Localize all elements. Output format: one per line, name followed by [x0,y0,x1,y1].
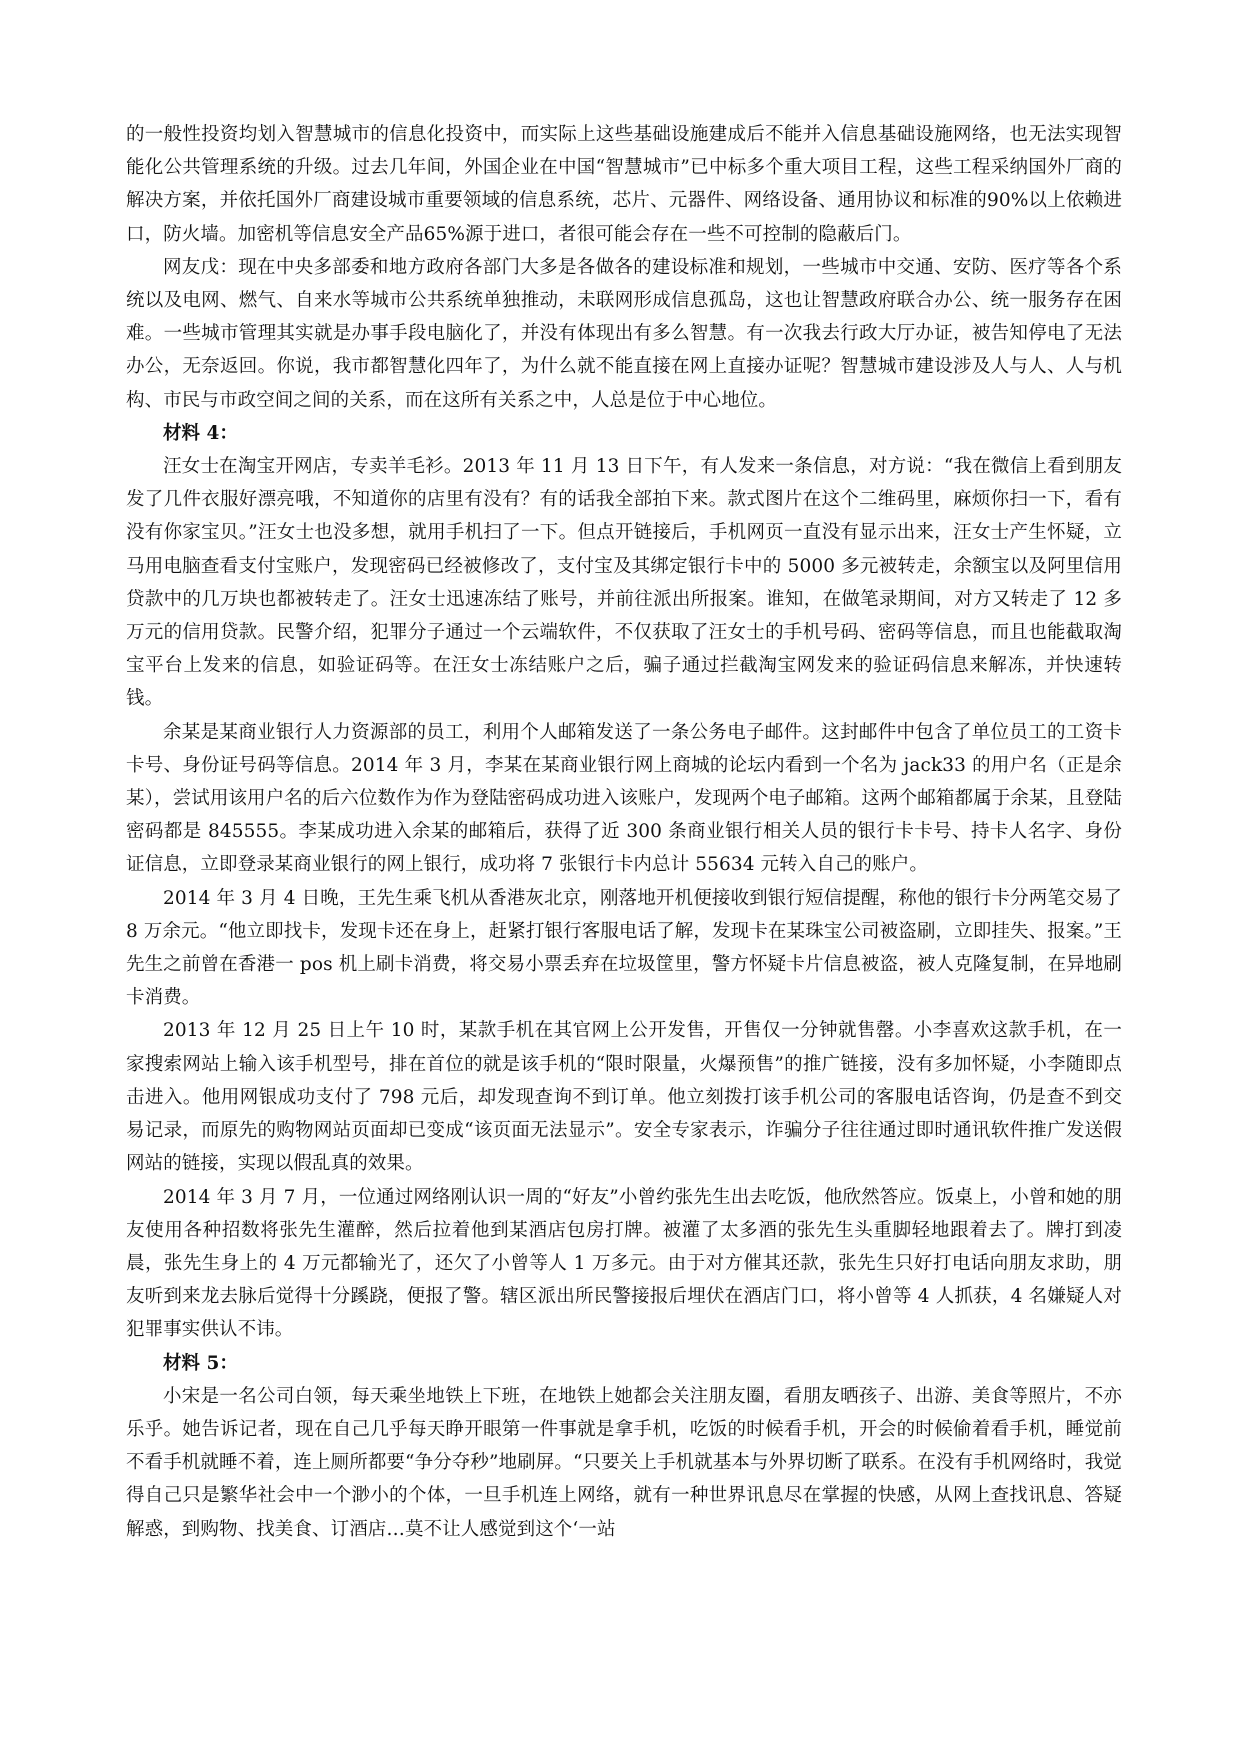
paragraph-netizen-wu: 网友戊：现在中央多部委和地方政府各部门大多是各做各的建设标准和规划，一些城市中交通、安防、医疗等各个系统以及电网、燃气、自来水等城市公共系统单独推动，未联网形成信息孤岛，这也让智慧政府联合办公、统一服务存在困难。一些城市管理其实就是办事手段电脑化了，并没有体现出有多么智慧。有一次我去行政大厅办证，被告知停电了无法办公，无奈返回。你说，我市都智慧化四年了，为什么就不能直接在网上直接办证呢？智慧城市建设涉及人与人、人与机构、市民与市政空间之间的关系，而在这所有关系之中，人总是位于中心地位。 [126,256,1122,411]
paragraph-xiao-song-case: 小宋是一名公司白领，每天乘坐地铁上下班，在地铁上她都会关注朋友圈，看朋友晒孩子、出游、美食等照片，不亦乐乎。她告诉记者，现在自己几乎每天睁开眼第一件事就是拿手机，吃饭的时候看手机，开会的时候偷着看手机，睡觉前不看手机就睡不着，连上厕所都要“争分夺秒”地刷屏。“只要关上手机就基本与外界切断了联系。在没有手机网络时，我觉得自己只是繁华社会中一个渺小的个体，一旦手机连上网络，就有一种世界讯息尽在掌握的快感，从网上查找讯息、答疑解惑，到购物、找美食、订酒店…莫不让人感觉到这个‘一站 [126,1385,1122,1540]
paragraph-ms-wang-case: 汪女士在淘宝开网店，专卖羊毛衫。2013 年 11 月 13 日下午，有人发来一条信息，对方说：“我在微信上看到朋友发了几件衣服好漂亮哦，不知道你的店里有没有？有的话我全部拍下来。款式图片在这个二维码里，麻烦你扫一下，看有没有你家宝贝。”汪女士也没多想，就用手机扫了一下。但点开链接后，手机网页一直没有显示出来，汪女士产生怀疑，立马用电脑查看支付宝账户，发现密码已经被修改了，支付宝及其绑定银行卡中的 5000 多元被转走，余额宝以及阿里信用贷款中的几万块也都被转走了。汪女士迅速冻结了账号，并前往派出所报案。谁知，在做笔录期间，对方又转走了 12 多万元的信用贷款。民警介绍，犯罪分子通过一个云端软件，不仅获取了汪女士的手机号码、密码等信息，而且也能截取淘宝平台上发来的信息，如验证码等。在汪女士冻结账户之后，骗子通过拦截淘宝网发来的验证码信息来解冻，并快速转钱。 [126,456,1122,710]
paragraph-mr-wang-card-case: 2014 年 3 月 4 日晚，王先生乘飞机从香港灰北京，刚落地开机便接收到银行短信提醒，称他的银行卡分两笔交易了 8 万余元。“他立即找卡，发现卡还在身上，赶紧打银行客服电话了解，发现卡在某珠宝公司被盗刷，立即挂失、报案。”王先生之前曾在香港一 pos 机上刷卡消费，将交易小票丢弃在垃圾筐里，警方怀疑卡片信息被盗，被人克隆复制，在异地刷卡消费。 [126,887,1122,1009]
section-heading-material-5: 材料 5： [163,1352,238,1374]
section-heading-material-4: 材料 4： [163,422,238,444]
paragraph-xiao-li-phone-case: 2013 年 12 月 25 日上午 10 时，某款手机在其官网上公开发售，开售仅一分钟就售罄。小李喜欢这款手机，在一家搜索网站上输入该手机型号，排在首位的就是该手机的“限时限量，火爆预售”的推广链接，没有多加怀疑，小李随即点击进入。他用网银成功支付了 798 元后，却发现查询不到订单。他立刻拨打该手机公司的客服电话咨询，仍是查不到交易记录，而原先的购物网站页面却已变成“该页面无法显示”。安全专家表示，诈骗分子往往通过即时通讯软件推广发送假网站的链接，实现以假乱真的效果。 [126,1020,1122,1175]
paragraph-continuation: 的一般性投资均划入智慧城市的信息化投资中，而实际上这些基础设施建成后不能并入信息基础设施网络，也无法实现智能化公共管理系统的升级。过去几年间，外国企业在中国“智慧城市”已中标多个重大项目工程，这些工程采纳国外厂商的解决方案，并依托国外厂商建设城市重要领域的信息系统，芯片、元器件、网络设备、通用协议和标准的90%以上依赖进口，防火墙。加密机等信息安全产品65%源于进口，者很可能会存在一些不可控制的隐蔽后门。 [126,124,1122,245]
paragraph-yu-email-case: 余某是某商业银行人力资源部的员工，利用个人邮箱发送了一条公务电子邮件。这封邮件中包含了单位员工的工资卡卡号、身份证号码等信息。2014 年 3 月，李某在某商业银行网上商城的论坛内看到一个名为 jack33 的用户名（正是余某），尝试用该用户名的后六位数作为作为登陆密码成功进入该账户，发现两个电子邮箱。这两个邮箱都属于余某，且登陆密码都是 845555。李某成功进入余某的邮箱后，获得了近 300 条商业银行相关人员的银行卡卡号、持卡人名字、身份证信息，立即登录某商业银行的网上银行，成功将 7 张银行卡内总计 55634 元转入自己的账户。 [126,721,1122,876]
paragraph-mr-zhang-case: 2014 年 3 月 7 月，一位通过网络刚认识一周的“好友”小曾约张先生出去吃饭，他欣然答应。饭桌上，小曾和她的朋友使用各种招数将张先生灌醉，然后拉着他到某酒店包房打牌。被灌了太多酒的张先生头重脚轻地跟着去了。牌打到凌晨，张先生身上的 4 万元都输光了，还欠了小曾等人 1 万多元。由于对方催其还款，张先生只好打电话向朋友求助，朋友听到来龙去脉后觉得十分蹊跷，便报了警。辖区派出所民警接报后埋伏在酒店门口，将小曾等 4 人抓获，4 名嫌疑人对犯罪事实供认不讳。 [126,1186,1122,1341]
